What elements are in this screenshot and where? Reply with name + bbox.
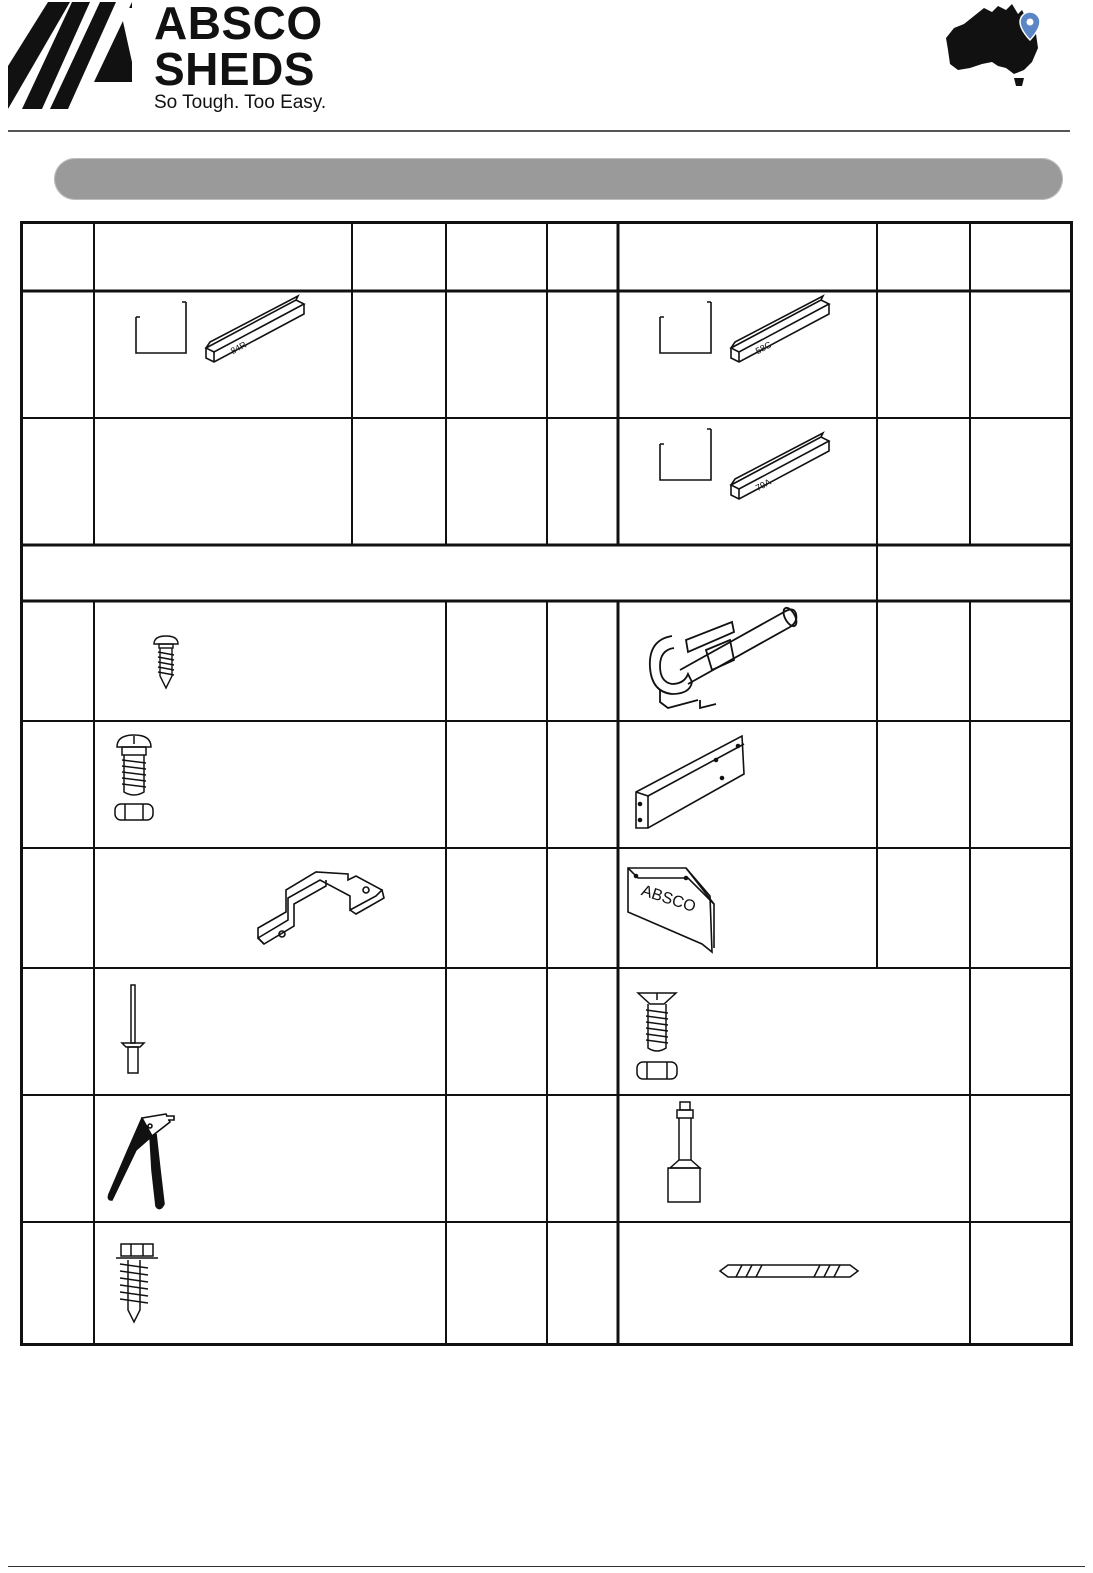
hex-tek-screw-icon — [116, 1244, 158, 1322]
rivet-gun-icon — [108, 1114, 174, 1209]
footer-divider — [8, 1566, 1085, 1567]
channel-79a-icon — [660, 429, 829, 499]
angle-plate-icon — [636, 736, 744, 828]
countersunk-bolt-icon — [637, 993, 677, 1079]
gusset-label: ABSCO — [639, 882, 698, 916]
door-latch-icon — [650, 606, 799, 708]
omega-bracket-icon — [258, 872, 384, 944]
pan-head-screw-icon — [154, 636, 178, 688]
drill-bit-icon — [720, 1265, 858, 1277]
brand-line1: ABSCO — [154, 0, 323, 49]
pop-rivet-icon — [122, 985, 144, 1073]
channel-84r-label: 84R — [228, 339, 249, 357]
channel-79a-label: 79A — [753, 476, 773, 494]
channel-58c-label: 58C — [753, 339, 774, 357]
absco-gusset-icon — [628, 868, 714, 952]
channel-58c-icon — [660, 296, 829, 362]
brand-tagline: So Tough. Too Easy. — [154, 92, 327, 113]
bolt-and-nut-icon — [115, 735, 153, 820]
brand-line2: SHEDS — [154, 43, 315, 95]
rivet-nozzle-icon — [668, 1102, 700, 1202]
channel-84r-icon — [136, 296, 304, 362]
